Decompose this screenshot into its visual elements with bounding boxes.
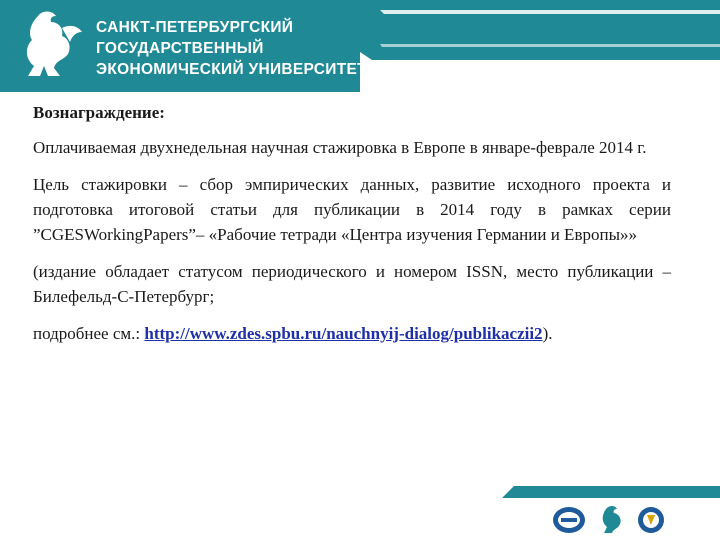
university-name-line-1: САНКТ-ПЕТЕРБУРГСКИЙ bbox=[96, 19, 294, 36]
slide-heading: Вознаграждение: bbox=[33, 103, 165, 122]
griffin-small-icon bbox=[598, 505, 624, 535]
paragraph-more-info bbox=[33, 321, 671, 346]
more-info-prefix: подробнее см.: bbox=[33, 324, 145, 343]
footer-logos bbox=[552, 505, 720, 535]
more-info-suffix: ). bbox=[542, 324, 553, 343]
emblem-icon bbox=[636, 505, 666, 535]
paragraph-goal: Цель стажировки – сбор эмпирических данных, развитие исходного проекта и подготовка итоговой статьи для публикации в 2014 году в рамках серии ”CGESWorkingPapers”– «Рабочие тетради «Центра изучения Германии и Европы»» bbox=[33, 175, 671, 244]
university-name bbox=[96, 17, 367, 80]
university-name-line-2: ГОСУДАРСТВЕННЫЙ bbox=[96, 40, 264, 57]
header-banner bbox=[0, 0, 720, 92]
paragraph-internship: Оплачиваемая двухнедельная научная стажировка в Европе в январе-феврале 2014 г. bbox=[33, 138, 647, 157]
slide-content bbox=[33, 100, 671, 358]
paragraph-publication: (издание обладает статусом периодического и номером ISSN, место публикации – Билефельд-С-Петербург; bbox=[33, 262, 671, 306]
university-name-line-3: ЭКОНОМИЧЕСКИЙ УНИВЕРСИТЕТ bbox=[96, 61, 367, 78]
university-seal-icon bbox=[552, 505, 586, 535]
griffin-icon bbox=[18, 8, 88, 86]
publication-link[interactable]: http://www.zdes.spbu.ru/nauchnyij-dialog/publikaczii2 bbox=[144, 324, 543, 343]
footer-stripe bbox=[502, 486, 720, 498]
